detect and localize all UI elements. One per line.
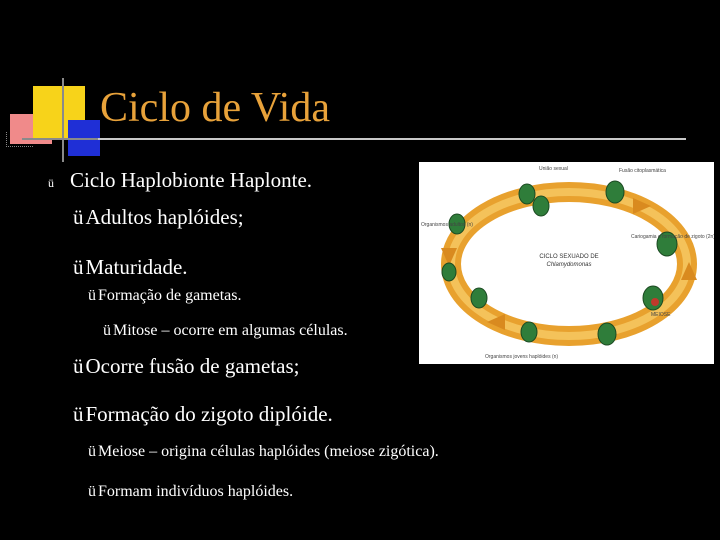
figure-label-adults: Organismos adultos (n) (421, 222, 473, 228)
cell-icon (521, 322, 537, 342)
bullet-item (88, 287, 242, 305)
check-icon: ü (103, 322, 111, 339)
bullet-text: Ocorre fusão de gametas; (85, 354, 300, 378)
cell-icon (442, 263, 456, 281)
bullet-text: Formação do zigoto diplóide. (85, 402, 333, 426)
figure-label-union: União sexual (539, 166, 568, 172)
bullet-text: Formação de gametas. (98, 287, 242, 304)
decor-horizontal-line (22, 138, 100, 140)
figure-label-karyogamy: Cariogamia e formação de zigoto (2n) (631, 234, 714, 240)
figure-center-label: CICLO SEXUADO DE (539, 254, 599, 260)
check-icon: ü (73, 205, 84, 229)
cycle-diagram (419, 162, 714, 364)
cell-icon (598, 323, 616, 345)
bullet-item (88, 443, 439, 461)
check-icon: ü (73, 255, 84, 279)
check-icon: ü (73, 402, 84, 426)
bullet-text: Meiose – origina células haplóides (meiose zigótica). (98, 443, 439, 460)
bullet-text: Adultos haplóides; (85, 205, 244, 229)
life-cycle-figure (419, 162, 714, 364)
cell-icon (643, 286, 663, 310)
cell-icon (471, 288, 487, 308)
check-icon: ü (73, 354, 84, 378)
bullet-text: Mitose – ocorre em algumas células. (113, 322, 348, 339)
check-icon: ü (88, 483, 96, 500)
figure-center-species: Chlamydomonas (546, 262, 592, 268)
bullet-item (73, 402, 333, 427)
check-icon: ü (88, 443, 96, 460)
figure-label-young: Organismos jovens haplóides (n) (485, 354, 559, 360)
cell-icon (606, 181, 624, 203)
bullet-text: Maturidade. (85, 255, 188, 279)
title-underline (98, 138, 686, 140)
cell-icon (519, 184, 535, 204)
bullet-item (73, 255, 188, 280)
figure-label-meiosis: MEIOSE (651, 312, 671, 318)
check-icon: ü (48, 176, 54, 190)
bullet-item (88, 483, 293, 501)
figure-label-fusion: Fusão citoplasmática (619, 168, 666, 174)
bullet-item (103, 322, 348, 340)
cell-icon (533, 196, 549, 216)
bullet-text: Ciclo Haplobionte Haplonte. (70, 168, 313, 192)
slide-title: Ciclo de Vida (100, 85, 330, 131)
decor-dotted-corner (6, 132, 33, 147)
decor-vertical-line (62, 78, 64, 162)
bullet-item (73, 205, 244, 230)
check-icon: ü (88, 287, 96, 304)
bullet-text: Formam indivíduos haplóides. (98, 483, 294, 500)
bullet-item (73, 354, 300, 379)
zygote-icon (651, 298, 659, 306)
bullet-item (48, 168, 312, 193)
